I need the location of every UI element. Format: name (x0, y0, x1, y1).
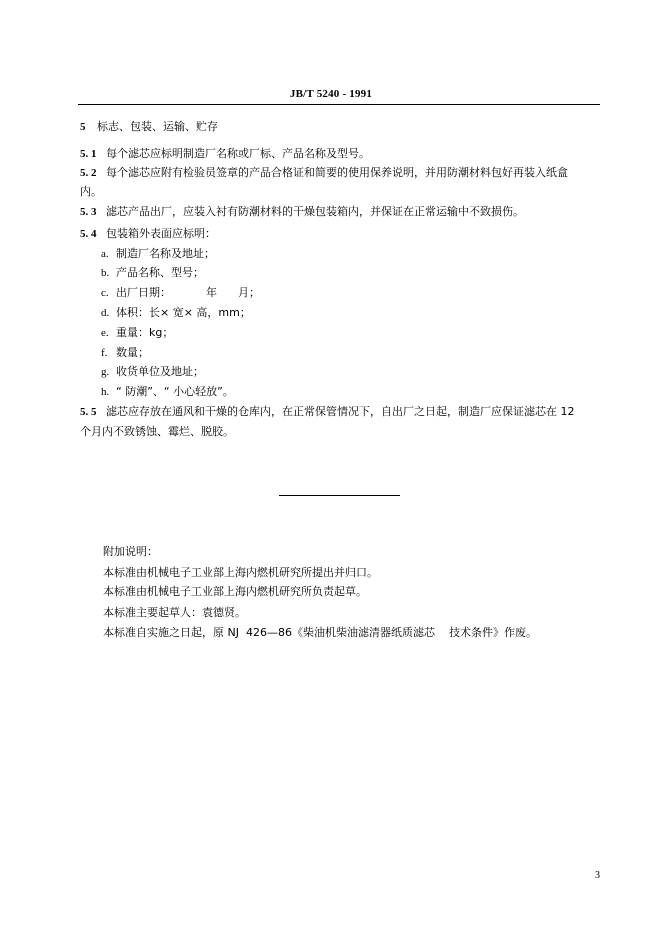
list-item-letter: g. (101, 366, 110, 378)
note-line: 本标准由机械电子工业部上海内燃机研究所负责起草。 (103, 585, 367, 598)
list-item-text: 数量； (116, 346, 149, 359)
clause-5-4 (80, 227, 216, 241)
note-line: 本标准主要起草人：袁德贤。 (103, 606, 246, 619)
clause-5-2-continuation: 内。 (80, 185, 102, 198)
list-item (101, 266, 204, 280)
list-item-text: 产品名称、型号； (116, 266, 204, 279)
list-item-letter: f. (101, 347, 108, 359)
clause-text: 滤芯应存放在通风和干燥的仓库内，在正常保管情况下，自出厂之日起，制造厂应保证滤芯在 12 (106, 405, 575, 418)
clause-5-5-continuation: 个月内不致锈蚀、霉烂、脱胶。 (80, 425, 234, 438)
list-item-letter: h. (101, 386, 110, 398)
clause-5-1 (80, 147, 370, 161)
section-number: 5 (80, 121, 86, 133)
list-item (101, 286, 260, 300)
clause-text: 滤芯产品出厂，应装入衬有防潮材料的干燥包装箱内，并保证在正常运输中不致损伤。 (106, 205, 524, 218)
section-title: 标志、包装、运输、贮存 (97, 120, 218, 133)
note-line: 本标准由机械电子工业部上海内燃机研究所提出并归口。 (103, 566, 378, 579)
clause-text: 包装箱外表面应标明： (106, 227, 216, 240)
list-item (101, 247, 215, 261)
list-item-letter: e. (101, 327, 109, 339)
list-item-text: “ 防潮”、“ 小心轻放”。 (116, 385, 234, 398)
list-item-letter: a. (101, 248, 109, 260)
clause-number: 5. 2 (80, 167, 97, 179)
list-item-letter: b. (101, 267, 110, 279)
list-item (101, 385, 234, 399)
clause-text: 每个滤芯应附有检验员签章的产品合格证和简要的使用保养说明，并用防潮材料包好再装入纸盒 (106, 166, 568, 179)
list-item-letter: d. (101, 307, 110, 319)
clause-5-2 (80, 166, 568, 180)
list-item-text: 出厂日期： 年 月； (116, 286, 260, 299)
end-of-text-rule (279, 495, 400, 496)
list-item-letter: c. (101, 287, 109, 299)
clause-5-3 (80, 205, 524, 219)
clause-text: 每个滤芯应标明制造厂名称或厂标、产品名称及型号。 (106, 147, 370, 160)
clause-number: 5. 5 (80, 406, 97, 418)
list-item (101, 306, 251, 320)
list-item (101, 346, 149, 360)
list-item-text: 制造厂名称及地址； (116, 247, 215, 260)
clause-number: 5. 4 (80, 228, 97, 240)
header-rule (78, 104, 600, 105)
page-number: 3 (595, 870, 600, 881)
standard-code-header: JB/T 5240 - 1991 (289, 88, 373, 100)
note-line: 本标准自实施之日起，原 NJ 426—86《柴油机柴油滤清器纸质滤芯 技术条件》作废。 (103, 626, 537, 639)
list-item-text: 重量：kg； (116, 326, 174, 339)
list-item (101, 365, 204, 379)
section-heading (80, 120, 218, 134)
additional-notes-heading: 附加说明： (103, 545, 158, 558)
clause-number: 5. 3 (80, 206, 97, 218)
list-item-text: 收货单位及地址； (116, 365, 204, 378)
clause-5-5 (80, 405, 575, 419)
list-item (101, 326, 173, 340)
list-item-text: 体积：长× 宽× 高，mm； (116, 306, 251, 319)
clause-number: 5. 1 (80, 148, 97, 160)
